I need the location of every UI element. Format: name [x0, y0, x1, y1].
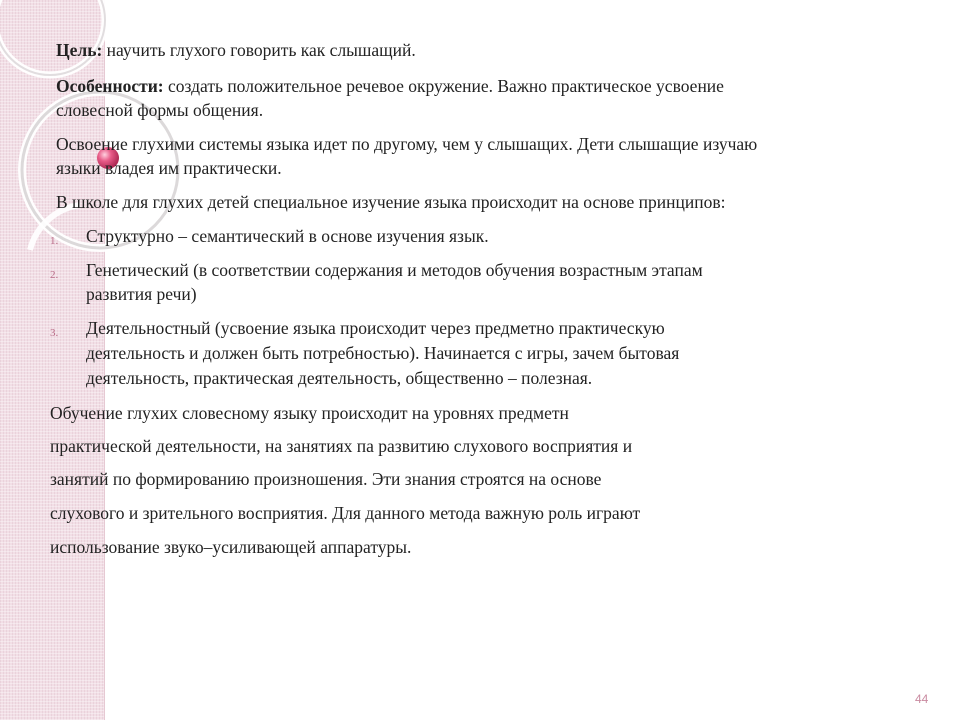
learning-line-3: занятий по формированию произношения. Эти знания строятся на основе — [50, 469, 602, 489]
goal-paragraph — [56, 38, 416, 62]
principle-3-line-2: деятельность и должен быть потребностью). Начинается с игры, зачем бытовая — [86, 343, 680, 363]
learning-line-5: использование звуко–усиливающей аппаратуры. — [50, 537, 412, 557]
mastery-line-1: Освоение глухими системы языка идет по другому, чем у слышащих. Дети слышащие изучаю — [56, 134, 758, 154]
principle-2-line-2: развития речи) — [86, 284, 197, 304]
slide-number: 44 — [915, 692, 929, 706]
features-line-1: Особенности: создать положительное речевое окружение. Важно практическое усвоение — [56, 76, 724, 96]
principle-1-line-1: Структурно – семантический в основе изучения язык. — [86, 226, 489, 246]
principle-number: 3. — [50, 327, 59, 339]
principle-2-line-1: Генетический (в соответствии содержания и методов обучения возрастным этапам — [86, 260, 703, 280]
learning-line-4: слухового и зрительного восприятия. Для данного метода важную роль играют — [50, 503, 641, 523]
learning-line-2: практической деятельности, на занятиях па развитию слухового восприятия и — [50, 436, 633, 456]
principle-3-line-1: Деятельностный (усвоение языка происходит через предметно практическую — [86, 318, 665, 338]
features-line-2: словесной формы общения. — [56, 100, 264, 120]
mastery-line-2: языки владея им практически. — [56, 158, 282, 178]
goal-text: научить глухого говорить как слышащий. — [102, 40, 416, 60]
learning-line-1: Обучение глухих словесному языку происходит на уровнях предметн — [50, 403, 569, 423]
school-line: В школе для глухих детей специальное изучение языка происходит на основе принципов: — [56, 192, 726, 212]
features-label: Особенности: — [56, 76, 164, 96]
goal-label: Цель: — [56, 40, 103, 60]
principle-3-line-3: деятельность, практическая деятельность, общественно – полезная. — [86, 368, 593, 388]
principle-number: 2. — [50, 269, 59, 281]
principle-number: 1. — [50, 235, 59, 247]
